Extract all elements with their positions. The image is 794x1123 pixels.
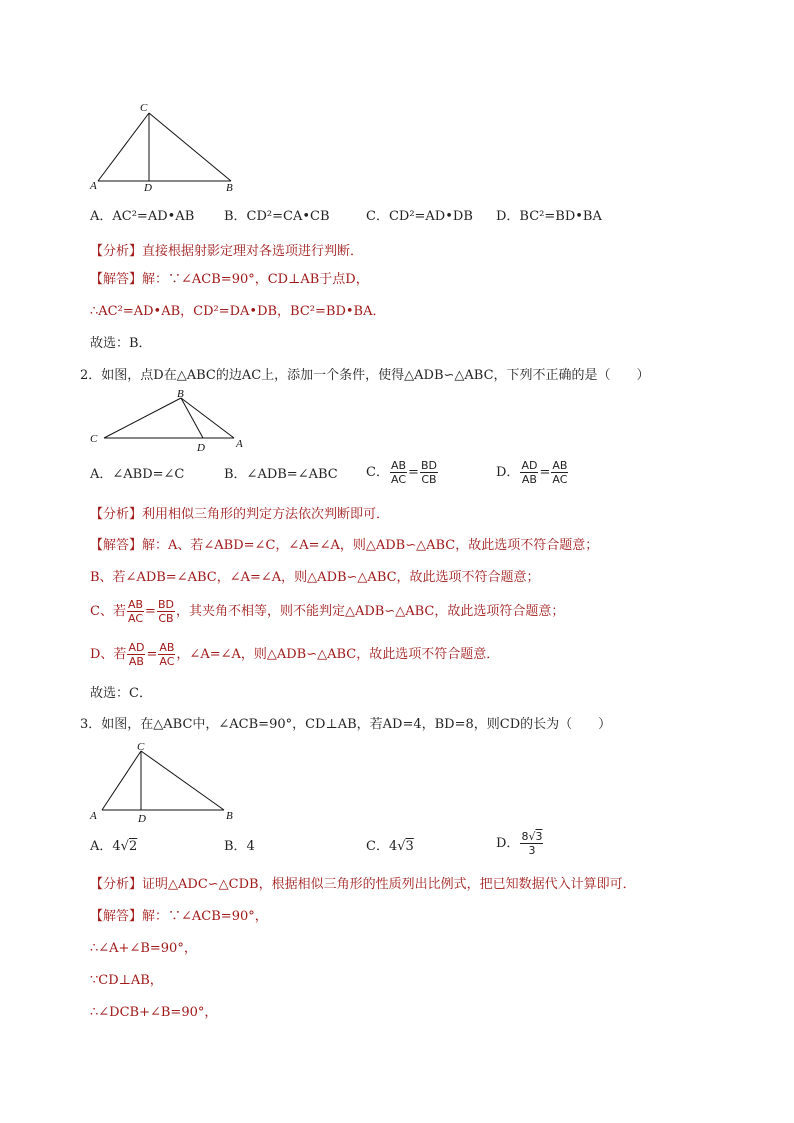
q3-option-a[interactable]: A．4√2 (90, 839, 138, 854)
q3-answer-line-2: ∴∠A+∠B=90°， (90, 941, 197, 956)
q3-label-d: D (138, 813, 146, 824)
q3-answer-tag: 【解答】 (90, 909, 143, 924)
q1-label-a: A (90, 180, 97, 192)
q3-answer-line-3: ∵CD⊥AB， (90, 973, 163, 988)
q2-stem: 2．如图，点D在△ABC的边AC上，添加一个条件，使得△ADB∽△ABC，下列不正确的是（ ） (80, 368, 650, 383)
q3-option-d-fraction: $\frac{8√3}{3}$ (521, 830, 543, 857)
q2-option-d-fraction-1: $\frac{AD}{AB}$ (521, 459, 538, 486)
q2-option-d-prefix: D． (496, 465, 520, 480)
q1-choice: 故选：B． (90, 336, 152, 351)
q3-triangle-diagram (86, 738, 246, 824)
q2-label-b: B (177, 388, 184, 400)
q2-answer-4-fraction-1: $\frac{AD}{AB}$ (128, 641, 145, 668)
q1-answer-line-2: ∴AC²=AD•AB，CD²=DA•DB，BC²=BD•BA． (90, 304, 386, 319)
q2-option-d[interactable]: D． $\frac{AD}{AB}$ = $\frac{AB}{AC}$ (496, 459, 568, 486)
q1-answer-text-1: 解：∵∠ACB=90°，CD⊥AB于点D， (142, 272, 369, 287)
q3-answer-line-1 (90, 908, 268, 926)
q2-answer-line-1 (90, 537, 598, 555)
q3-analysis (90, 876, 636, 894)
q2-label-a: A (236, 438, 243, 450)
q2-option-b[interactable]: B．∠ADB=∠ABC (224, 467, 338, 482)
q2-triangle-diagram (86, 388, 256, 460)
q2-answer-line-4: D、若 $\frac{AD}{AB}$ = $\frac{AB}{AC}$ ，∠A=∠A，则△ADB∽△ABC，故此选项不符合题意． (90, 641, 500, 668)
q3-analysis-tag: 【分析】 (90, 877, 143, 892)
q2-option-c[interactable]: C． $\frac{AB}{AC}$ = $\frac{BD}{CB}$ (366, 459, 437, 486)
q2-analysis-text: 利用相似三角形的判定方法依次判断即可． (142, 507, 390, 522)
q1-option-c[interactable]: C．CD²=AD•DB (366, 209, 473, 224)
q3-option-c[interactable]: C．4√3 (366, 839, 414, 854)
q1-label-b: B (226, 182, 233, 194)
q1-answer-line-1 (90, 271, 369, 289)
q3-label-a: A (90, 810, 97, 822)
q1-option-a[interactable]: A．AC²=AD•AB (90, 209, 195, 224)
q1-option-b[interactable]: B．CD²=CA•CB (224, 209, 330, 224)
q2-option-c-fraction-2: $\frac{BD}{CB}$ (420, 459, 437, 486)
q2-label-d: D (197, 442, 205, 454)
q2-label-c: C (90, 433, 98, 445)
q1-analysis-text: 直接根据射影定理对各选项进行判断． (142, 244, 364, 259)
q2-answer-3-fraction-2: $\frac{BD}{CB}$ (157, 598, 174, 625)
q3-stem: 3．如图，在△ABC中，∠ACB=90°，CD⊥AB，若AD=4，BD=8，则CD的长为（ ） (80, 717, 612, 732)
q2-choice: 故选：C． (90, 686, 152, 701)
q1-answer-tag: 【解答】 (90, 272, 143, 287)
q1-triangle-diagram (86, 100, 246, 196)
q2-answer-text-1: 解：A、若∠ABD=∠C，∠A=∠A，则△ADB∽△ABC，故此选项不符合题意； (142, 538, 599, 553)
q2-answer-line-2: B、若∠ADB=∠ABC，∠A=∠A，则△ADB∽△ABC，故此选项不符合题意； (90, 570, 540, 585)
q2-option-a[interactable]: A．∠ABD=∠C (90, 467, 185, 482)
q2-analysis-tag: 【分析】 (90, 507, 143, 522)
q2-answer-4-fraction-2: $\frac{AB}{AC}$ (159, 641, 175, 668)
q3-analysis-text: 证明△ADC∽△CDB，根据相似三角形的性质列出比例式，把已知数据代入计算即可． (142, 877, 636, 892)
q2-answer-3-fraction-1: $\frac{AB}{AC}$ (127, 598, 144, 625)
q2-answer-tag: 【解答】 (90, 538, 143, 553)
q2-answer-line-3: C、若 $\frac{AB}{AC}$ = $\frac{BD}{CB}$ ，其夹角不相等，则不能判定△ADB∽△ABC，故此选项符合题意； (90, 598, 565, 625)
q1-analysis (90, 243, 363, 261)
q2-option-d-fraction-2: $\frac{AB}{AC}$ (552, 459, 568, 486)
q1-analysis-tag: 【分析】 (90, 244, 143, 259)
q2-option-c-prefix: C． (366, 465, 389, 480)
q3-label-b: B (226, 810, 233, 822)
q3-option-d[interactable]: D． $\frac{8√3}{3}$ (496, 830, 543, 857)
q2-option-c-fraction-1: $\frac{AB}{AC}$ (390, 459, 407, 486)
q1-option-d[interactable]: D．BC²=BD•BA (496, 209, 602, 224)
q3-option-b[interactable]: B．4 (224, 839, 255, 854)
q3-answer-line-4: ∴∠DCB+∠B=90°， (90, 1005, 218, 1020)
q3-label-c: C (137, 741, 145, 753)
q1-label-d: D (144, 182, 152, 194)
q1-label-c: C (140, 102, 148, 114)
q3-answer-text-1: 解：∵∠ACB=90°， (142, 909, 268, 924)
q2-analysis (90, 506, 389, 524)
